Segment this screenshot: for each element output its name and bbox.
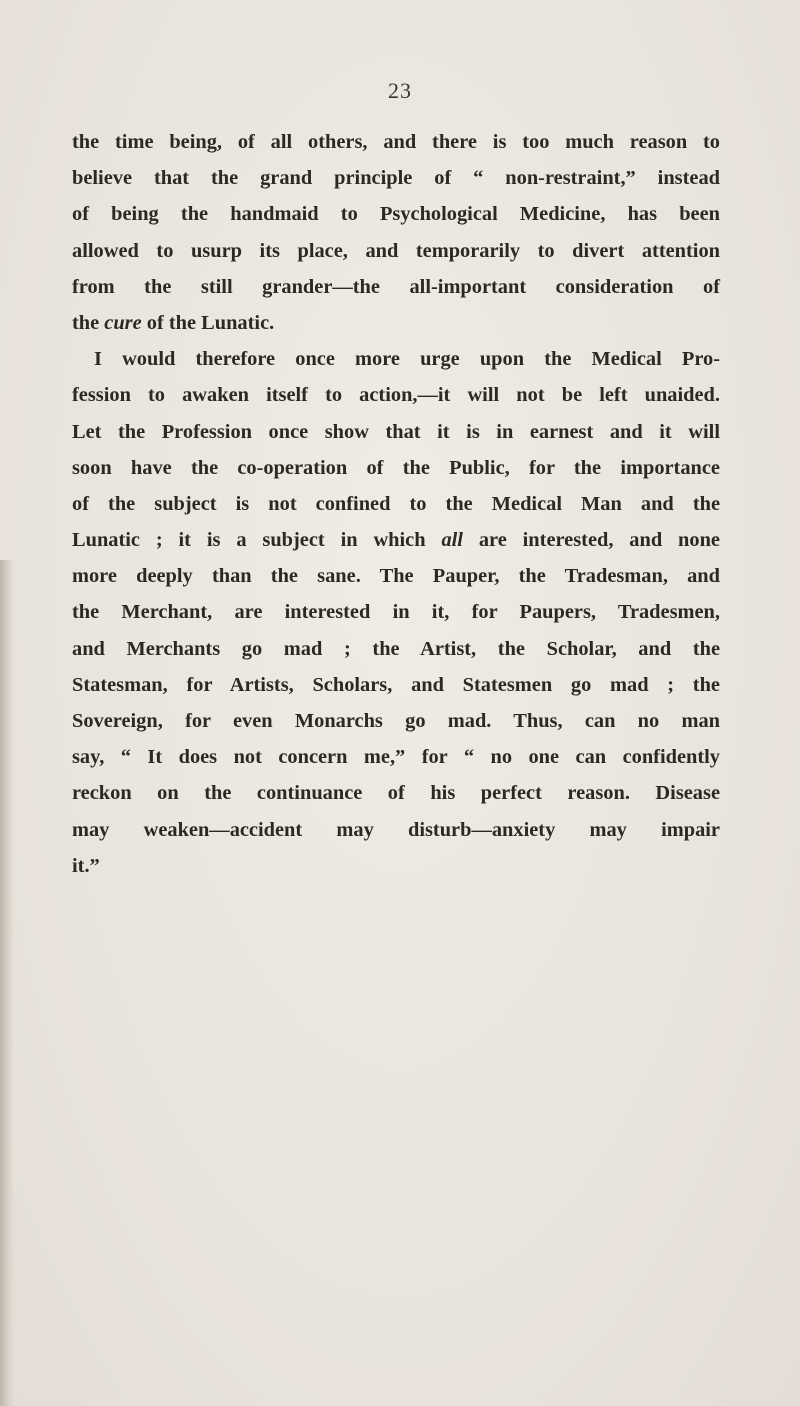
text-segment: of the Lunatic. [141,311,275,334]
text-segment: of the subject is not confined to the Medical Man and the [72,492,720,515]
italic-text: all [441,529,463,552]
text-line [72,124,720,160]
italic-text: cure [104,311,142,334]
text-segment: the time being, of all others, and there is too much reason to [72,131,720,153]
text-line [72,594,720,630]
text-line [72,414,720,450]
text-segment: Sovereign, for even Monarchs go mad. Thus, can no man [72,710,720,732]
text-line [72,486,720,522]
text-segment: may weaken—accident may disturb—anxiety may impair [72,818,720,841]
text-segment: fession to awaken itself to action,—it will not be left unaided. [72,384,720,407]
text-line [72,305,720,341]
text-segment: and Merchants go mad ; the Artist, the Scholar, and the [72,637,720,660]
text-segment: say, “ It does not concern me,” for “ no one can confidently [72,746,720,769]
text-line [72,631,720,667]
text-segment: are interested, and none [462,529,720,552]
text-segment: Let the Profession once show that it is in earnest and it will [72,420,720,443]
text-segment: allowed to usurp its place, and temporarily to divert attention [72,239,720,262]
text-line [72,377,720,413]
text-segment: I would therefore once more urge upon the Medical Pro- [94,348,720,371]
text-line [72,775,720,811]
text-segment: from the still grander—the all-important consideration of [72,275,720,298]
text-line [72,739,720,775]
text-segment: it.” [72,854,100,877]
text-segment: Statesman, for Artists, Scholars, and Statesmen go mad ; the [72,673,720,696]
text-segment: soon have the co-operation of the Public, for the importance [72,456,720,479]
text-segment: more deeply than the sane. The Pauper, the Tradesman, and [72,565,720,588]
body-text [72,124,720,884]
text-line [72,667,720,703]
text-line [72,450,720,486]
text-line [72,703,720,739]
page-number: 23 [388,78,412,103]
text-segment: the [72,311,105,334]
text-line [72,848,720,884]
text-line [72,812,720,848]
text-segment: Lunatic ; it is a subject in which [72,529,442,552]
text-line [72,269,720,305]
text-line [72,196,720,232]
text-segment: the Merchant, are interested in it, for Paupers, Tradesmen, [72,601,720,624]
text-line [72,522,720,558]
text-segment: believe that the grand principle of “ non-restraint,” instead [72,167,720,190]
text-segment: reckon on the continuance of his perfect reason. Disease [72,782,720,805]
text-line [72,160,720,196]
text-line [72,558,720,594]
text-segment: of being the handmaid to Psychological Medicine, has been [72,203,720,226]
text-line [72,341,720,377]
text-line [72,233,720,269]
page-gutter-shadow [0,560,14,1406]
